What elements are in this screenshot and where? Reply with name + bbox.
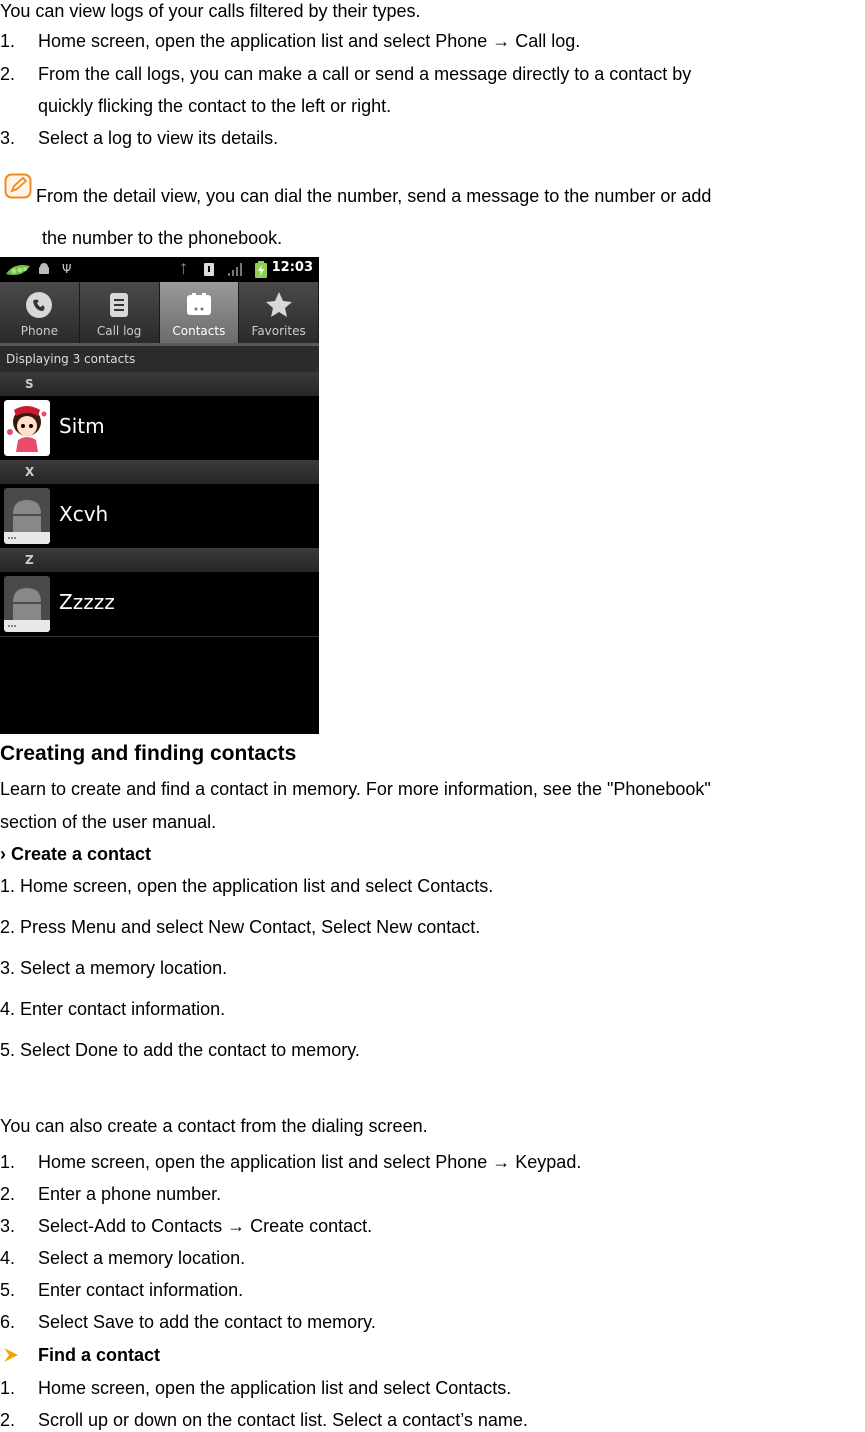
tab-contacts[interactable]: Contacts xyxy=(160,282,240,343)
document-page: You can view logs of your calls filtered by their types. 1. Home screen, open the application list and select Phone → Call log. 2. From the call logs, you can make a call or send a message directly to a contact by quickly flicking the contact to the left or right. 3. Select a log to view its details. From the detail view, you can dial the number, send a message to the number or add the number to the phonebook. Ψ ᛏ 12:03 Phone Call log Contacts Favorites Displaying 3 contacts S Sitm X Xcvh Z Zzzzz Creating and finding contacts Learn to create and find a contact in memory. For more information, see the "Phonebook" section of the user manual. › Create a contact 1. Home screen, open the application list and select Contacts. 2. Press Menu and select New Contact, Select New contact. 3. Select a memory location. 4. Enter contact information. 5. Select Done to add the contact to memory. You can also create a contact from the dialing screen. 1. Home screen, open the application list and select Phone → Keypad. 2. Enter a phone number. 3. Select-Add to Contacts → Create contact. 4. Select a memory location. 5. Enter contact information. 6. Select Save to add the contact to memory. Find a contact 1. Home screen, open the application list and select Contacts. 2. Scroll up or down on the contact list. Select a contact’s name. xyxy=(0,1,712,1430)
tab-phone[interactable]: Phone xyxy=(0,282,80,343)
status-bar xyxy=(0,257,319,282)
signal-icon xyxy=(227,262,243,277)
contact-row-xcvh[interactable] xyxy=(0,484,319,549)
peas-icon xyxy=(4,260,32,280)
tab-favorites[interactable]: Favorites xyxy=(239,282,319,343)
list-item: 5. Select Done to add the contact to memory. xyxy=(0,1040,360,1060)
android-avatar-icon[interactable] xyxy=(4,488,50,544)
section-header-s: S xyxy=(0,372,319,396)
section-header-x: X xyxy=(0,460,319,484)
section-title: Creating and finding contacts xyxy=(0,742,297,765)
contact-row-sitm[interactable] xyxy=(0,396,319,461)
list-item: 1. Home screen, open the application list and select Contacts. xyxy=(0,876,494,896)
battery-icon xyxy=(254,261,268,278)
intro-text: You can view logs of your calls filtered by their types. xyxy=(0,1,421,21)
section-intro-line-1: Learn to create and find a contact in memory. For more information, see the "Phonebook" xyxy=(0,779,711,799)
android-avatar-icon[interactable] xyxy=(4,576,50,632)
contact-row-zzzzz[interactable] xyxy=(0,572,319,637)
android-debug-icon xyxy=(37,262,51,276)
sim-icon xyxy=(203,262,215,277)
contact-name: Sitm xyxy=(59,414,105,438)
dial-intro: You can also create a contact from the dialing screen. xyxy=(0,1116,428,1136)
contact-name: Zzzzz xyxy=(59,590,115,614)
contacts-count: Displaying 3 contacts xyxy=(0,346,319,372)
note-text-line-2: the number to the phonebook. xyxy=(42,228,283,248)
contact-name: Xcvh xyxy=(59,502,109,526)
list-item: 4. Enter contact information. xyxy=(0,999,226,1019)
contacts-icon xyxy=(184,290,214,320)
section-intro-line-2: section of the user manual. xyxy=(0,812,217,832)
find-heading: Find a contact xyxy=(38,1345,161,1365)
section-header-z: Z xyxy=(0,548,319,572)
note-icon xyxy=(4,173,32,199)
phone-screenshot xyxy=(0,257,319,734)
note-text-line-1: From the detail view, you can dial the number, send a message to the number or add xyxy=(36,186,712,206)
list-item: 2. Press Menu and select New Contact, Select New contact. xyxy=(0,917,481,937)
call-log-icon xyxy=(104,290,134,320)
tab-call-log[interactable]: Call log xyxy=(80,282,160,343)
tab-bar xyxy=(0,282,319,343)
phone-icon xyxy=(24,290,54,320)
contact-photo-avatar[interactable] xyxy=(4,400,50,456)
create-heading: › Create a contact xyxy=(0,844,152,864)
list-item: 3. Select a memory location. xyxy=(0,958,228,978)
star-icon xyxy=(264,290,294,320)
arrow-bullet-icon xyxy=(2,1346,20,1364)
usb-icon: Ψ xyxy=(62,262,72,276)
bluetooth-icon: ᛏ xyxy=(180,262,188,276)
status-time: 12:03 xyxy=(271,260,313,275)
